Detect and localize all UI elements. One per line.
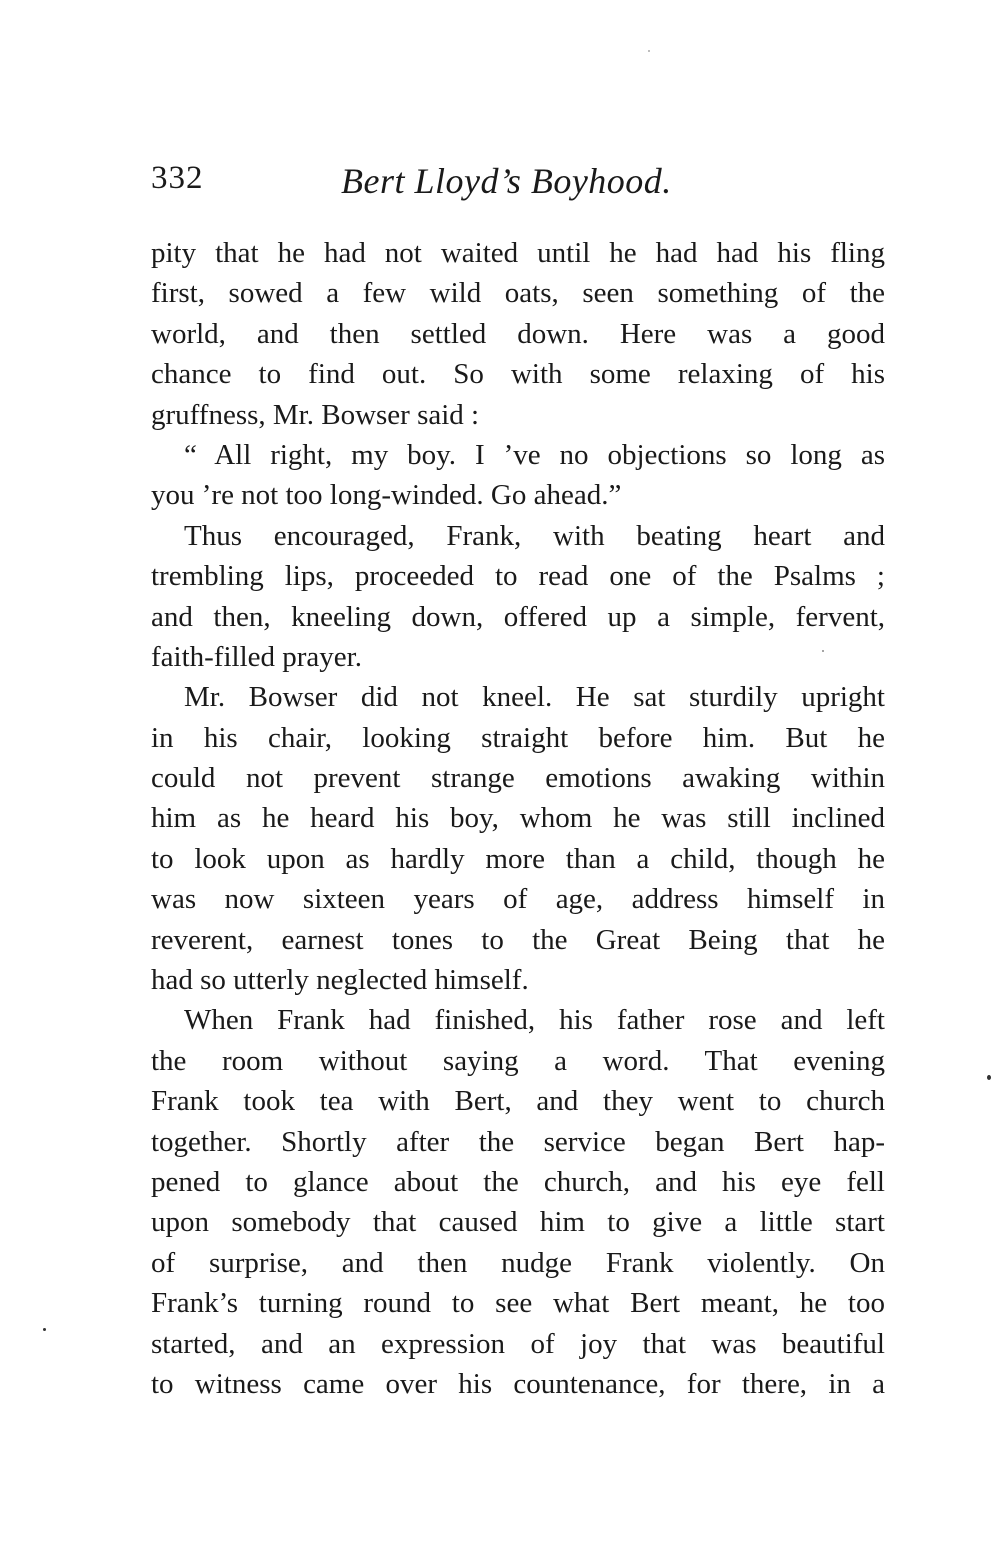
running-title: Bert Lloyd’s Boyhood. (341, 161, 672, 201)
text-line: reverent, earnest tones to the Great Being that he (151, 923, 885, 956)
text-line: and then, kneeling down, offered up a simple, fervent, (151, 600, 885, 633)
text-line: “ All right, my boy. I ’ve no objections so long as (184, 438, 885, 471)
text-line: in his chair, looking straight before him. But he (151, 721, 885, 754)
text-line: trembling lips, proceeded to read one of the Psalms ; (151, 560, 885, 593)
scan-speck (822, 650, 824, 652)
scan-speck (43, 1328, 46, 1331)
text-line: pity that he had not waited until he had had his fling (151, 237, 885, 269)
text-line: Mr. Bowser did not kneel. He sat sturdily upright (184, 681, 885, 714)
text-line: Thus encouraged, Frank, with beating heart and (184, 519, 885, 552)
text-line: upon somebody that caused him to give a little start (151, 1206, 885, 1239)
text-line: world, and then settled down. Here was a good (151, 317, 885, 350)
text-line: started, and an expression of joy that was beautiful (151, 1327, 885, 1360)
scan-speck (987, 1075, 991, 1080)
text-line: Frank’s turning round to see what Bert meant, he too (151, 1287, 885, 1320)
text-line: you ’re not too long-winded. Go ahead.” (151, 479, 622, 512)
text-line: first, sowed a few wild oats, seen something of the (151, 277, 885, 310)
scan-speck (648, 50, 650, 52)
text-line: When Frank had finished, his father rose and left (184, 1004, 885, 1037)
text-line: pened to glance about the church, and his eye fell (151, 1165, 885, 1198)
text-line: him as he heard his boy, whom he was still inclined (151, 802, 885, 835)
text-line: gruffness, Mr. Bowser said : (151, 398, 480, 431)
body-text (151, 233, 885, 1404)
text-line: faith-filled prayer. (151, 640, 362, 673)
text-line: chance to find out. So with some relaxing of his (151, 358, 885, 391)
text-line: together. Shortly after the service began Bert hap- (151, 1125, 885, 1158)
text-line: Frank took tea with Bert, and they went to church (151, 1085, 885, 1118)
text-line: was now sixteen years of age, address himself in (151, 883, 885, 916)
text-line: had so utterly neglected himself. (151, 964, 529, 997)
text-line: could not prevent strange emotions awaking within (151, 762, 885, 795)
page-number: 332 (151, 160, 204, 196)
text-line: to witness came over his countenance, for there, in a (151, 1367, 885, 1400)
text-line: of surprise, and then nudge Frank violently. On (151, 1246, 885, 1279)
text-line: the room without saying a word. That evening (151, 1044, 885, 1077)
text-line: to look upon as hardly more than a child, though he (151, 842, 885, 875)
page-header (151, 160, 891, 220)
